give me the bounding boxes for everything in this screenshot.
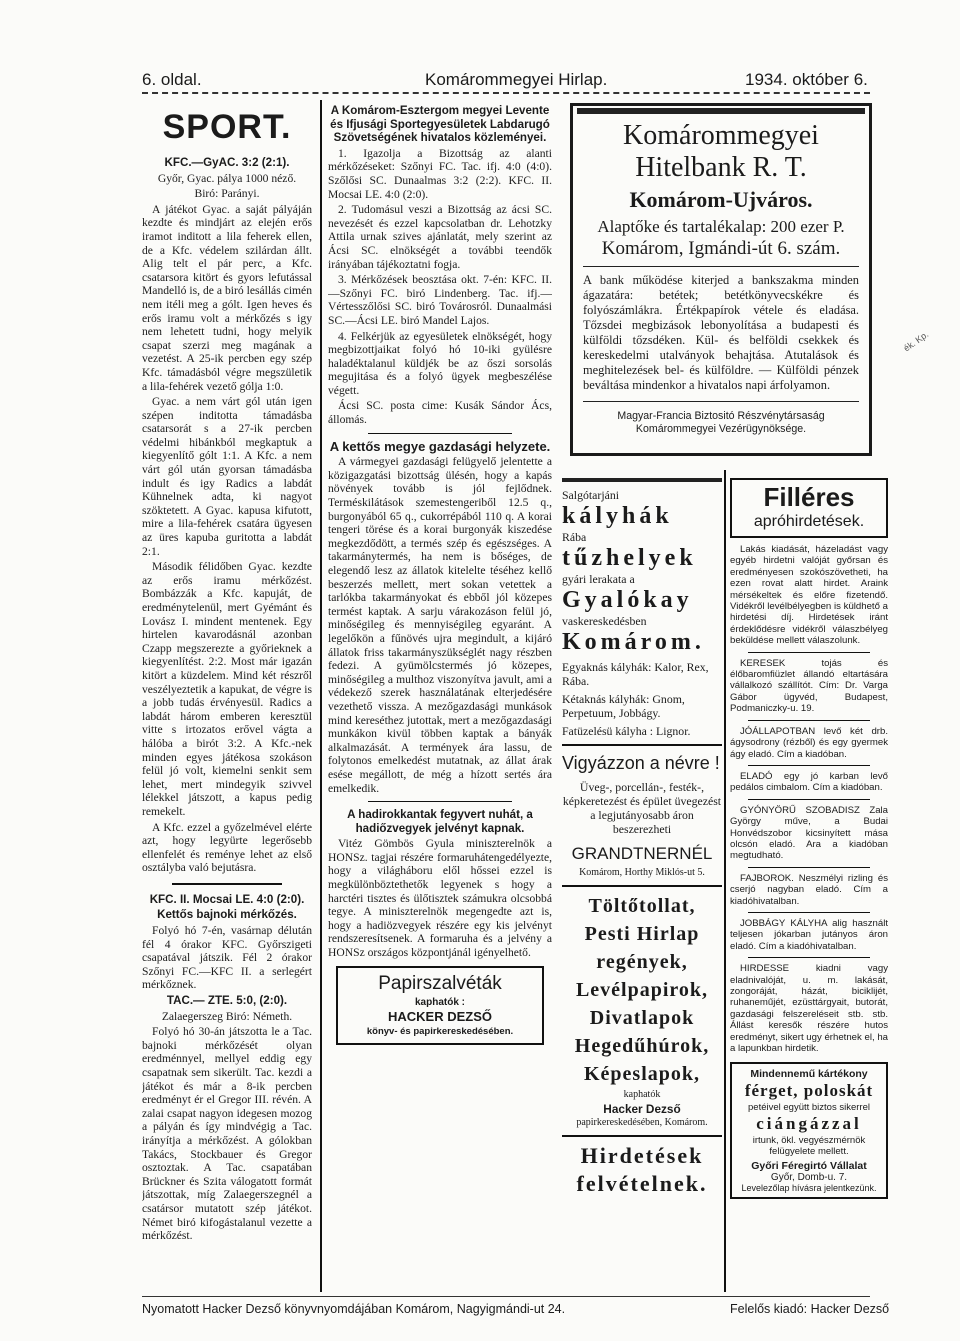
divider (748, 765, 870, 766)
sport-column (142, 104, 312, 1294)
ad-headline: Komárom. (562, 629, 705, 655)
article-heading: A kettős megye gazdasági helyzete. (329, 438, 551, 454)
divider (172, 883, 282, 885)
printer-imprint: Nyomatott Hacker Dezső könyvnyomdájában Komárom, Nagyigmándi-ut 24. (142, 1302, 566, 1316)
ad-headline: tűzhelyek (562, 545, 697, 571)
pest-control-ad (730, 1062, 888, 1199)
bank-name: Hitelbank R. T. (635, 152, 807, 183)
ad-headline: Pesti Hirlap (584, 923, 700, 945)
classified-ad: HIRDESSE kiadni vagy eladnivalóját, u. m. lakását, zongoráját, házát, biciklijét, ruhaneműjét, ezüsttárgyait, butorát, gazdasági felszereléseit stb. stb. Állást keresők részére hutos eredményt, sikert ugy érhetnek el, ha a lapunkban hirdetik. (730, 963, 888, 1055)
match-venue: Győr, Gyac. pálya 1000 néző. (157, 171, 297, 185)
paragraph: A Kfc. ezzel a győzelmével elérte azt, hogy legyürte legerősebb ellenfelét és reménye lehet az első osztályba való bejutásra. (142, 820, 312, 875)
list-item: 3. Mérkőzések beosztása okt. 7-én: KFC. II.—Szőnyi FC. biró Lindenberg. Tac. ifj.—Vértesszőlősi SC. biró Továrosról. Dunaalmási SC.—Ácsi LE. biró Mandel Lajos. (328, 273, 552, 327)
paragraph: Gyac. a nem várt gól után igen szépen inditotta támadásba csatarsorát s a 27-ik percben védelmi hibánkból megkaptuk a kiegyenlítő gólt 1:1. A Kfc. a nem várt gól után gyorsan támadásba indult és igy Radics a labdát Kühnelnek adta, ki nagyot szöktetett. A Gyac. kapusa kifutott, mire a lila-fehérek csatára ügyesen az üres kapuba guritotta a labdát 2:1. (142, 395, 312, 558)
ad-line: Rába (562, 530, 587, 544)
list-item: Ácsi SC. posta cime: Kusák Sándor Ács, állomás. (328, 399, 552, 427)
ad-line: Kétaknás kályhák: Gnom, Perpetuum, Jobbágy. (562, 692, 685, 720)
classified-ad: KERESEK tojás és élőbaromfiüzlet állandó eltartására vállalkozó szállítót. Cím: Dr. Varga Gábor ügyvéd, Budapest, Podmaniczky-u. 19. (730, 657, 888, 715)
classified-ad: Lakás kiadását, házeladást vagy egyéb hirdetni valóját győrsan és eredményesen szokószövetheti, ha ezen rovat alatt hirdet. Araink mérsékeltek és előre fizetendő. Vidékről levélbélyegben is küldhető a hirdetési díj. Hirdetések iránt érdeklődésre vidékről válaszbélyeg beküldése mellett válaszolunk. (730, 544, 888, 647)
divider (748, 720, 870, 721)
subheading: Kettős bajnoki mérkőzés. (157, 908, 297, 922)
divider (748, 957, 870, 958)
match-referee: Biró: Parányi. (194, 187, 260, 201)
match-venue: Zalaegerszeg Biró: Németh. (161, 1009, 293, 1023)
bank-advertisement (570, 103, 872, 456)
divider (562, 885, 722, 887)
ad-line: Győri Féregirtó Vállalat (751, 1160, 867, 1173)
issue-date: 1934. október 6. (745, 70, 868, 89)
ad-line: Fatüzelésü kályha : Lignor. (562, 724, 691, 738)
column-rule (724, 470, 726, 1292)
ad-line: Hacker Dezső (603, 1102, 681, 1116)
divider (562, 744, 722, 746)
ad-line: Levelezőlap hívásra jelentkezünk. (741, 1183, 877, 1194)
bank-name: Komárommegyei (623, 120, 819, 151)
paragraph: Folyó hó 7-én, vasárnap délután fél 4 órakor KFC. Győrszigeti csapatával játszik. Fél 2 órakor Szőnyi FC.—KFC II. a serlegért mérkőznek. (142, 924, 312, 992)
newspaper-title: Komárommegyei Hirlap. (425, 70, 608, 89)
bank-services: A bank működése kiterjed a bankszakma minden ágazatára: betétek; betétkönyvecskékre és folyószámlákra. Értékpapírok vétele és eladása. Tőzsdei megbizások lebonyolítása a budapesti és külföldi tőzsdéken. Kül- és belföldi csekkek és kereskedelmi utalványok behajtása. Atutalások és meghitelezések bel- és külföldre. — Külföldi pénzek beváltása mindenkor a hivatalos napi árfolyamon. (583, 273, 859, 392)
ad-name: HACKER DEZSŐ (387, 1009, 492, 1025)
ad-headline: GRANDTNERNÉL (571, 844, 713, 863)
ad-sub: kaphatók : (414, 996, 465, 1008)
ad-headline: Divatlapok (589, 1007, 695, 1029)
ad-title: Papirszalvéták (378, 972, 502, 994)
classified-title: Filléres (763, 482, 855, 512)
ad-line: Üveg-, porcellán-, festék-, képkeretezést és épület üvegezést a legjutányosabb áron beszerezheti (562, 780, 722, 836)
ad-headline: ciángázzal (756, 1114, 862, 1134)
divider (583, 401, 859, 402)
article-heading: A hadirokkantak fegyvert nuhát, a hadiőzvegyek jelvényt kapnak. (347, 808, 533, 835)
ad-line: irtunk, ökl. vegyészmérnök felügyelete mellett. (752, 1135, 866, 1158)
list-item: 4. Felkérjük az egyesületek elnökségét, hogy megbizottjaikat folyó hó 10-iki gyülésre haladéktalanul küldjék be az őszi sorsolás megujitása és a folyó ügyek megbeszélése végett. (328, 329, 552, 397)
insurer-agency: Komárommegyei Vezérügynöksége. (635, 423, 807, 435)
article-heading: A Komárom-Esztergom megyei Levente és Ifjusági Sportegyesületek Labdarugó Szövetségének hivatalos közleményei. (330, 104, 550, 145)
divider (368, 801, 512, 802)
ad-headline: Hegedűhúrok, (574, 1035, 710, 1057)
papirszalveta-ad (336, 966, 544, 1045)
classified-ad: ELADÓ egy jó karban levő pedálos cimbalom. Cím a kiadóban. (730, 770, 888, 794)
page-number: 6. oldal. (142, 70, 202, 89)
paragraph: Második félidőben Gyac. kezdte az erős iramu mérkőzést. Bombázzák a Kfc. kapuját, de eredménytelenül, mert Gyémánt és Lovász I. mindent mentenek. Egy hirtelen kavarodásnál azonban Czapp megszerezte a győrieknek a kiegyenlítést. 2:2. Most már igazán kitört a küzdelem. Mind két részről veszélyeztetik a kapukat, de végre is a jobb tudás érvényesül. Radics a labdát három emberen keresztül vitte s irtozatos erővel vágta a hálóba a birót 3:2. A Kfc.-nek minden egyes játékosa szokáson felül jó volt, kiemelni senkit sem lehet, mert mindegyik szivvel lélekkel játszott, a kapus pedig remekelt. (142, 560, 312, 818)
classified-ad: GYÓNYÖRŰ SZOBADISZ Zala György műve, a Budai Honvédszobor kicsinyített mása olcsón eladó. Ara a kiadóban megtudható. (730, 804, 888, 862)
ad-line: kaphatók (623, 1089, 661, 1100)
ad-line: Komárom, Horthy Miklós-ut 5. (579, 867, 705, 878)
classified-column (730, 478, 888, 1330)
header-rule (142, 92, 870, 94)
ad-headline: Hirdetések (580, 1143, 704, 1168)
ad-headline: regények, (596, 951, 688, 973)
section-title: SPORT. (162, 108, 292, 146)
margin-note: ék. Kp. (901, 329, 931, 354)
ad-line: Egyaknás kályhák: Kalor, Rex, Rába. (562, 660, 709, 688)
stove-advertisement-column (562, 478, 722, 1330)
paragraph: Folyó hó 30-án játszotta le a Tac. bajnoki mérkőzését olyan eredménnyel, mellyel eddig egy csapatnak sem sikerült. Tac. kezdi a játékot és már a 8-ik percben eredményt ér el Gregor III. révén. A zalai csapat nagyon idegesen mozog a pályán és így mindvégig a Tac. irányítja a mérkőzést. A gólokban Takács, Stockbauer és Gregor osztoztak. A Tac. csapatában Brückner és Szita válogatott formát játszottak, míg Zalaegerszegnél a csatársor mutatott szép játékot. Német biró kifogástalanul vezette a mérkőzést. (142, 1025, 312, 1243)
ad-line: gyári lerakata a (562, 572, 635, 586)
ad-headline: Vigyázzon a névre ! (562, 753, 720, 773)
divider (583, 266, 859, 267)
ad-headline: férget, poloskát (744, 1081, 874, 1101)
match-result: TAC.— ZTE. 5:0, (2:0). (166, 994, 288, 1008)
classified-ad: FAJBOROK. Neszmélyi rizling és cserjó nagyban eladó. Cím a kiadóhivatalban. (730, 872, 888, 907)
paragraph: Vitéz Gömbös Gyula miniszterelnök a HONSz. tagjai részére formaruhátengedélyezte, hogy a világháboru elől hőssei ezzel is megkülönböztethetők legyenek s hogy a harctéri tisztes és ülőtisztek számukra olcsobbá tegye. A miniszterelnök megengedte azt is, hogy a hadiözvegyek részére egy kis jelvényt rendszeresítsenek. A formaruha és a jelvény a HONSz országos központjánál igényelhető. (328, 837, 552, 960)
ornament-bar (562, 478, 722, 482)
ad-line: Salgótarjáni (562, 488, 620, 502)
paragraph: A vármegyei gazdasági felügyelő jelentette a közigazgatási bizottság ülésén, hogy a kapás növények tovább is jól fejlődnek. Terméskilátások szemestengeriből 12.5 q., burgonyából 65 q., cukorrépából 110 q. A korai tengeri törése és a korai burgonyák kiszedése megkezdődött, a termés szép és egészséges. A takarmánytermés, ha nem is bőséges, de elegendő lesz az állatok kitelelte téséhez kellő beszerzés mellett, mert sokan vetettek a tarlókba takarmányokat és ebből jól közepes termést kaptak. A sarju várakozáson felül jó, minőségileg és mennyiségileg egyaránt. A legelőkön a fűnövés ujra megindult, a kijáró állatok friss takarmányszükséglét nagy részben fedezi. A gyümölcstermés jó közepes, minőségileg a multhoz viszonyítva javult, ami a védekező szerek használatának elterjedésére vezethető vissza. A mezőgazdasági munkások mind kereséthez jutottak, mert a mezőgazdasági munkákon kivül többen kaptak a bányák alkalmazását. A termények ára lassu, de folytonos emelkedést mutatnak, az állat árak esése megállott, de még a hízott sertés ára emelkedik. (328, 455, 552, 795)
ad-line: papirkereskedésében, Komárom. (576, 1117, 708, 1128)
divider (368, 433, 512, 434)
ad-headline: Képeslapok, (583, 1063, 701, 1085)
match-result: KFC.—GyAC. 3:2 (2:1). (164, 156, 290, 169)
ad-line: Győr, Domb-u. 7. (770, 1172, 848, 1184)
ad-desc: könyv- és papirkereskedésében. (366, 1026, 514, 1038)
footer-rule (142, 1296, 870, 1297)
classified-header (730, 478, 888, 538)
divider (748, 867, 870, 868)
paragraph: A játékot Gyac. a saját pályáján kezdte és mindjárt az elején erős iramot inditott a lila feherek ellen, de a Kfc. védelem szilárdan állt. Alig telt el pár perc, a Kfc. csatarsora kitört és gyors lefutással Mandelló is, de a biró lesállás cimén nem itéli meg a gólt. Igen heves és erős iramu volt a mérkőzés s igy nem lehetett tudni, hogy melyik csapat szerzi meg magának a vezetést. A 25-ik percben egy szép Kfc. támadásból végre megszületik a lila-fehérek vezető gólja 1:0. (142, 202, 312, 393)
ad-line: petéivel együtt biztos sikerrel (748, 1102, 870, 1114)
classified-ad: JOBBÁGY KÁLYHA alig használt teljesen jókarban jutányos áron eladó. Cím a kiadóhivatalban. (730, 917, 888, 952)
divider (562, 1135, 722, 1137)
ad-line: vaskereskedésben (562, 614, 647, 628)
divider (748, 652, 870, 653)
ad-headline: Töltőtollat, (588, 895, 696, 917)
ad-line: Mindennemű kártékony (750, 1068, 868, 1081)
classified-subtitle: apróhirdetések. (753, 513, 865, 530)
ornament-bar (577, 108, 865, 114)
ad-headline: kályhák (562, 503, 673, 529)
ad-headline: Levélpapirok, (575, 979, 709, 1001)
ad-headline: felvételnek. (576, 1171, 708, 1196)
classified-ad: JÓÁLLAPOTBAN levő két drb. ágysodrony (rézből) és egy gyermek ágy eladó. Cím a kiadóban. (730, 725, 888, 760)
list-item: 2. Tudomásul veszi a Bizottság az ácsi SC. nevezését és ezzel kapcsolatban dr. Lehotzky Attila urnak szives ajánlatát, mely szerint az Ácsi SC. elnökségét a további teendők irányában tájékoztatni fogja. (328, 203, 552, 271)
match-result: KFC. II. Mocsai LE. 4:0 (2:0). (149, 892, 305, 906)
divider (748, 799, 870, 800)
bank-address: Komárom, Igmándi-út 6. szám. (601, 238, 841, 259)
ad-headline: Gyalókay (562, 587, 693, 613)
bank-location: Komárom-Ujváros. (629, 187, 813, 212)
divider (748, 912, 870, 913)
bank-capital: Alaptőke és tartalékalap: 200 ezer P. (597, 217, 845, 236)
publisher-imprint: Felelős kiadó: Hacker Dezső (730, 1302, 890, 1316)
list-item: 1. Igazolja a Bizottság az alanti mérkőzéseket: Szőnyi FC. Tac. ifj. 4:0 (4:0). Szőlősi SC. Dunaalmas 3:2 (2:2). KFC. II. Mocsai LE. 4:0 (2:0). (328, 146, 552, 201)
column-rule (320, 100, 322, 1292)
news-column (328, 104, 552, 1294)
insurer-name: Magyar-Francia Biztositó Részvénytársaság (617, 410, 825, 422)
